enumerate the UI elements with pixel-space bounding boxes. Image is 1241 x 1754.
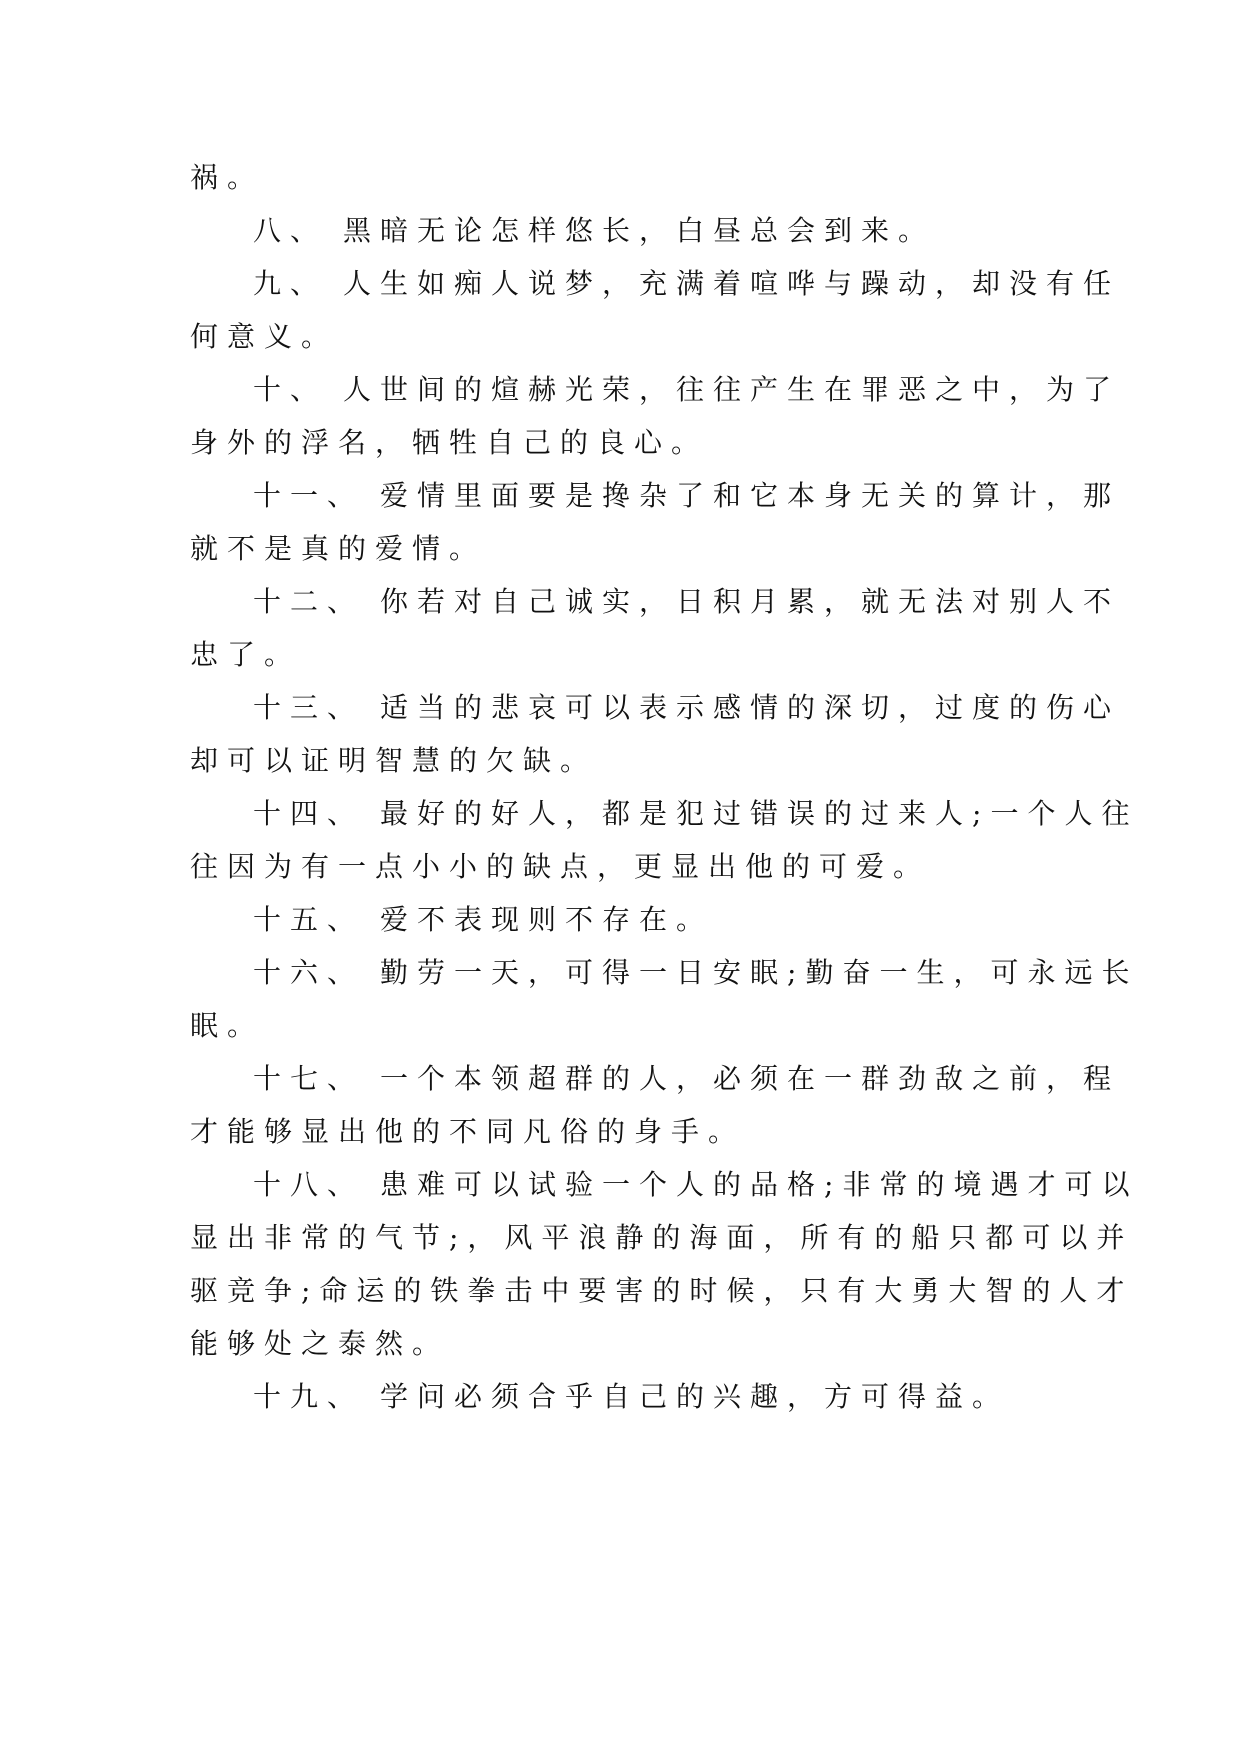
line-text: 黑暗无论怎样悠长，白昼总会到来。 bbox=[343, 214, 936, 247]
item-number: 十七、 bbox=[253, 1062, 365, 1095]
paragraph-line bbox=[190, 1324, 449, 1364]
paragraph-line bbox=[190, 1218, 1133, 1258]
paragraph-line bbox=[190, 741, 597, 781]
line-text: 身外的浮名，牺牲自己的良心。 bbox=[190, 426, 709, 459]
quote-item-15 bbox=[253, 900, 713, 940]
line-text: 一个本领超群的人，必须在一群劲敌之前，程 bbox=[380, 1062, 1121, 1095]
paragraph-line bbox=[190, 1006, 264, 1046]
line-text: 爱不表现则不存在。 bbox=[380, 903, 714, 936]
quote-item-18 bbox=[253, 1165, 1138, 1205]
quote-item-13 bbox=[253, 688, 1120, 728]
line-text: 却可以证明智慧的欠缺。 bbox=[190, 744, 598, 777]
item-number: 十六、 bbox=[253, 956, 365, 989]
paragraph-line bbox=[190, 847, 930, 887]
paragraph-line bbox=[190, 1112, 745, 1152]
quote-item-17 bbox=[253, 1059, 1120, 1099]
paragraph-line bbox=[190, 423, 708, 463]
line-text: 就不是真的爱情。 bbox=[190, 532, 487, 565]
item-number: 十三、 bbox=[253, 691, 365, 724]
line-text: 患难可以试验一个人的品格;非常的境遇才可以 bbox=[380, 1168, 1139, 1201]
line-text: 能够处之泰然。 bbox=[190, 1327, 450, 1360]
paragraph-line bbox=[190, 317, 338, 357]
item-number: 十九、 bbox=[253, 1380, 365, 1413]
quote-item-12 bbox=[253, 582, 1120, 622]
line-text: 才能够显出他的不同凡俗的身手。 bbox=[190, 1115, 746, 1148]
item-number: 十、 bbox=[253, 373, 328, 406]
item-number: 九、 bbox=[253, 267, 328, 300]
quote-item-14 bbox=[253, 794, 1138, 834]
paragraph-line bbox=[190, 635, 301, 675]
line-text: 忠了。 bbox=[190, 638, 302, 671]
item-number: 十四、 bbox=[253, 797, 365, 830]
quote-item-9 bbox=[253, 264, 1120, 304]
line-text: 显出非常的气节;，风平浪静的海面，所有的船只都可以并 bbox=[190, 1221, 1134, 1254]
line-text: 驱竞争;命运的铁拳击中要害的时候，只有大勇大智的人才 bbox=[190, 1274, 1134, 1307]
line-text: 适当的悲哀可以表示感情的深切，过度的伤心 bbox=[380, 691, 1121, 724]
quote-item-8 bbox=[253, 211, 935, 251]
line-text: 何意义。 bbox=[190, 320, 339, 353]
quote-item-10 bbox=[253, 370, 1120, 410]
item-number: 十一、 bbox=[253, 479, 365, 512]
line-text: 勤劳一天，可得一日安眠;勤奋一生，可永远长 bbox=[380, 956, 1139, 989]
paragraph-line bbox=[190, 158, 264, 198]
line-text: 人生如痴人说梦，充满着喧哗与躁动，却没有任 bbox=[343, 267, 1121, 300]
item-number: 十二、 bbox=[253, 585, 365, 618]
quote-item-11 bbox=[253, 476, 1120, 516]
line-text: 往因为有一点小小的缺点，更显出他的可爱。 bbox=[190, 850, 931, 883]
quote-item-19 bbox=[253, 1377, 1009, 1417]
paragraph-line bbox=[190, 529, 486, 569]
line-text: 眠。 bbox=[190, 1009, 265, 1042]
item-number: 十八、 bbox=[253, 1168, 365, 1201]
line-text: 人世间的煊赫光荣，往往产生在罪恶之中，为了 bbox=[343, 373, 1121, 406]
item-number: 十五、 bbox=[253, 903, 365, 936]
paragraph-line bbox=[190, 1271, 1133, 1311]
item-number: 八、 bbox=[253, 214, 328, 247]
line-text: 祸。 bbox=[190, 161, 265, 194]
line-text: 最好的好人，都是犯过错误的过来人;一个人往 bbox=[380, 797, 1139, 830]
line-text: 学问必须合乎自己的兴趣，方可得益。 bbox=[380, 1380, 1010, 1413]
line-text: 你若对自己诚实，日积月累，就无法对别人不 bbox=[380, 585, 1121, 618]
line-text: 爱情里面要是搀杂了和它本身无关的算计，那 bbox=[380, 479, 1121, 512]
quote-item-16 bbox=[253, 953, 1138, 993]
